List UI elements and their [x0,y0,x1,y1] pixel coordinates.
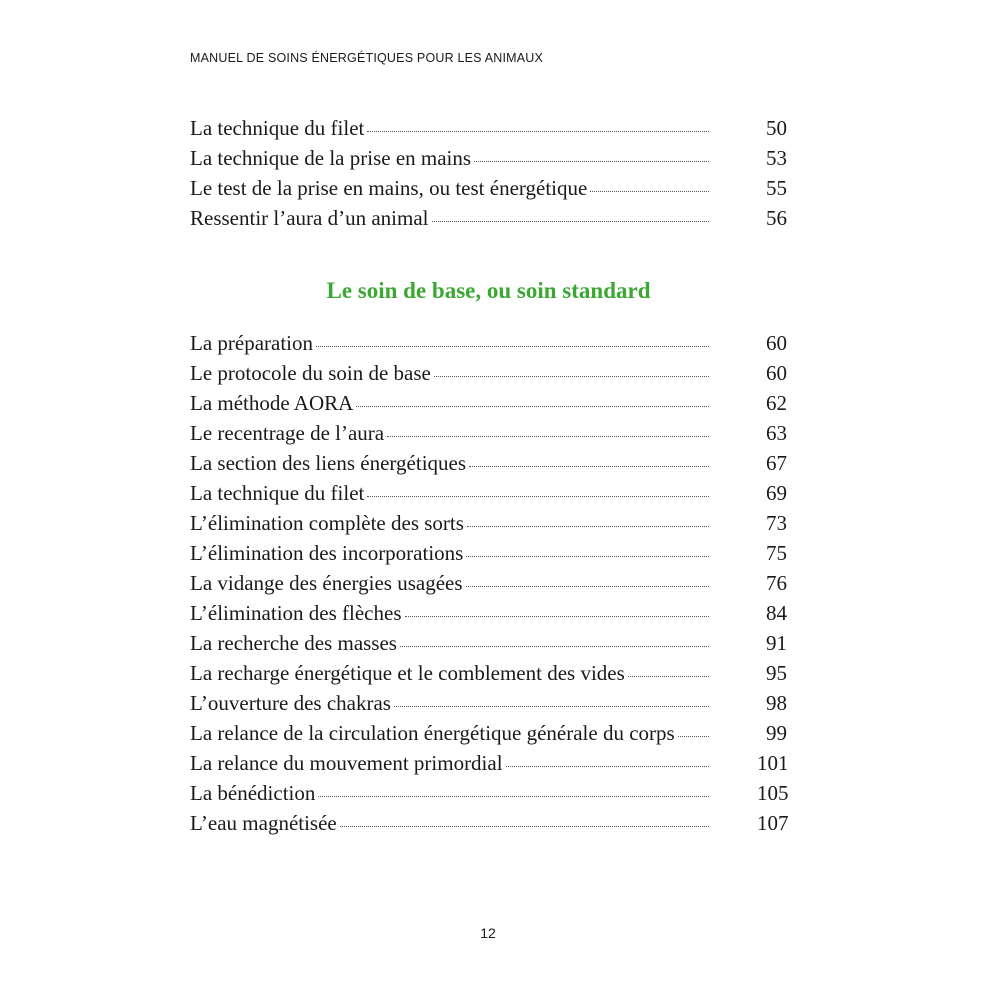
toc-entry [190,143,787,173]
toc-entry-label: L’élimination des incorporations [190,541,464,565]
toc-entry [190,388,787,418]
toc-entry-label: La technique de la prise en mains [190,146,472,170]
toc-entry-label: Ressentir l’aura d’un animal [190,206,429,230]
toc-entry-page: 63 [766,421,787,445]
toc-entry-label: La méthode AORA [190,391,354,415]
toc-entry-label: La recharge énergétique et le comblement des vides [190,661,625,685]
toc-entry [190,203,787,233]
toc-entry-page: 105 [757,781,789,805]
toc-leader-dots [340,816,709,827]
toc-entry-label: La relance du mouvement primordial [190,751,503,775]
toc-entry-page: 60 [766,331,787,355]
toc-entry-label: L’eau magnétisée [190,811,337,835]
toc-entry-page: 98 [766,691,787,715]
toc-entry [190,778,787,808]
toc-entry-label: La relance de la circulation énergétique générale du corps [190,721,675,745]
toc-leader-dots [387,426,709,437]
toc-leader-dots [466,546,709,557]
toc-entry-page: 50 [766,116,787,140]
toc-entry-label: Le recentrage de l’aura [190,421,385,445]
toc-entry [190,748,787,778]
toc-leader-dots [469,456,709,467]
toc-entry-page: 73 [766,511,787,535]
toc-leader-dots [367,486,709,497]
toc-leader-dots [628,666,709,677]
toc-entry-page: 62 [766,391,787,415]
toc-leader-dots [367,121,709,132]
toc-entry [190,358,787,388]
toc-leader-dots [316,336,709,347]
toc-entry-page: 101 [757,751,789,775]
page-number: 12 [480,925,496,941]
toc-entry [190,508,787,538]
toc-leader-dots [400,636,709,647]
toc-entry-label: La bénédiction [190,781,316,805]
toc-entry-label: Le test de la prise en mains, ou test énergétique [190,176,588,200]
toc-entry-label: La section des liens énergétiques [190,451,467,475]
toc-entry-page: 107 [757,811,789,835]
toc-leader-dots [678,726,709,737]
toc-entry-label: La technique du filet [190,116,365,140]
toc-leader-dots [467,516,709,527]
toc-entry-page: 76 [766,571,787,595]
toc-entry-page: 67 [766,451,787,475]
toc-entry-label: L’ouverture des chakras [190,691,391,715]
toc-entry [190,173,787,203]
toc-entry [190,718,787,748]
toc-entry [190,113,787,143]
toc-leader-dots [434,366,709,377]
toc-leader-dots [474,151,709,162]
toc-entry [190,478,787,508]
toc-entry-label: La vidange des énergies usagées [190,571,463,595]
toc-leader-dots [590,181,709,192]
toc-entry [190,568,787,598]
toc-entry-page: 95 [766,661,787,685]
toc-leader-dots [432,211,709,222]
toc-entry [190,808,787,838]
toc-leader-dots [356,396,709,407]
toc-entry [190,418,787,448]
toc-entry [190,538,787,568]
toc-entry [190,328,787,358]
toc-entry [190,598,787,628]
toc-entry-page: 53 [766,146,787,170]
toc-entry-page: 56 [766,206,787,230]
toc-entry-page: 75 [766,541,787,565]
toc-entry-label: Le protocole du soin de base [190,361,431,385]
toc-list-top [190,113,787,233]
toc-leader-dots [394,696,709,707]
toc-entry-page: 69 [766,481,787,505]
toc-entry-page: 84 [766,601,787,625]
toc-entry-page: 55 [766,176,787,200]
toc-leader-dots [405,606,710,617]
toc-entry-page: 99 [766,721,787,745]
toc-entry [190,448,787,478]
toc-leader-dots [506,756,709,767]
toc-leader-dots [466,576,709,587]
running-head: MANUEL DE SOINS ÉNERGÉTIQUES POUR LES ANIMAUX [190,51,544,65]
toc-entry [190,628,787,658]
toc-entry [190,688,787,718]
toc-entry-page: 60 [766,361,787,385]
toc-entry-label: La préparation [190,331,314,355]
toc-leader-dots [318,786,709,797]
toc-entry-label: L’élimination des flèches [190,601,402,625]
toc-entry-label: La recherche des masses [190,631,397,655]
toc-entry-label: La technique du filet [190,481,365,505]
toc-entry-page: 91 [766,631,787,655]
section-title: Le soin de base, ou soin standard [326,278,651,303]
toc-entry-label: L’élimination complète des sorts [190,511,464,535]
toc-entry [190,658,787,688]
toc-list-main [190,328,787,838]
